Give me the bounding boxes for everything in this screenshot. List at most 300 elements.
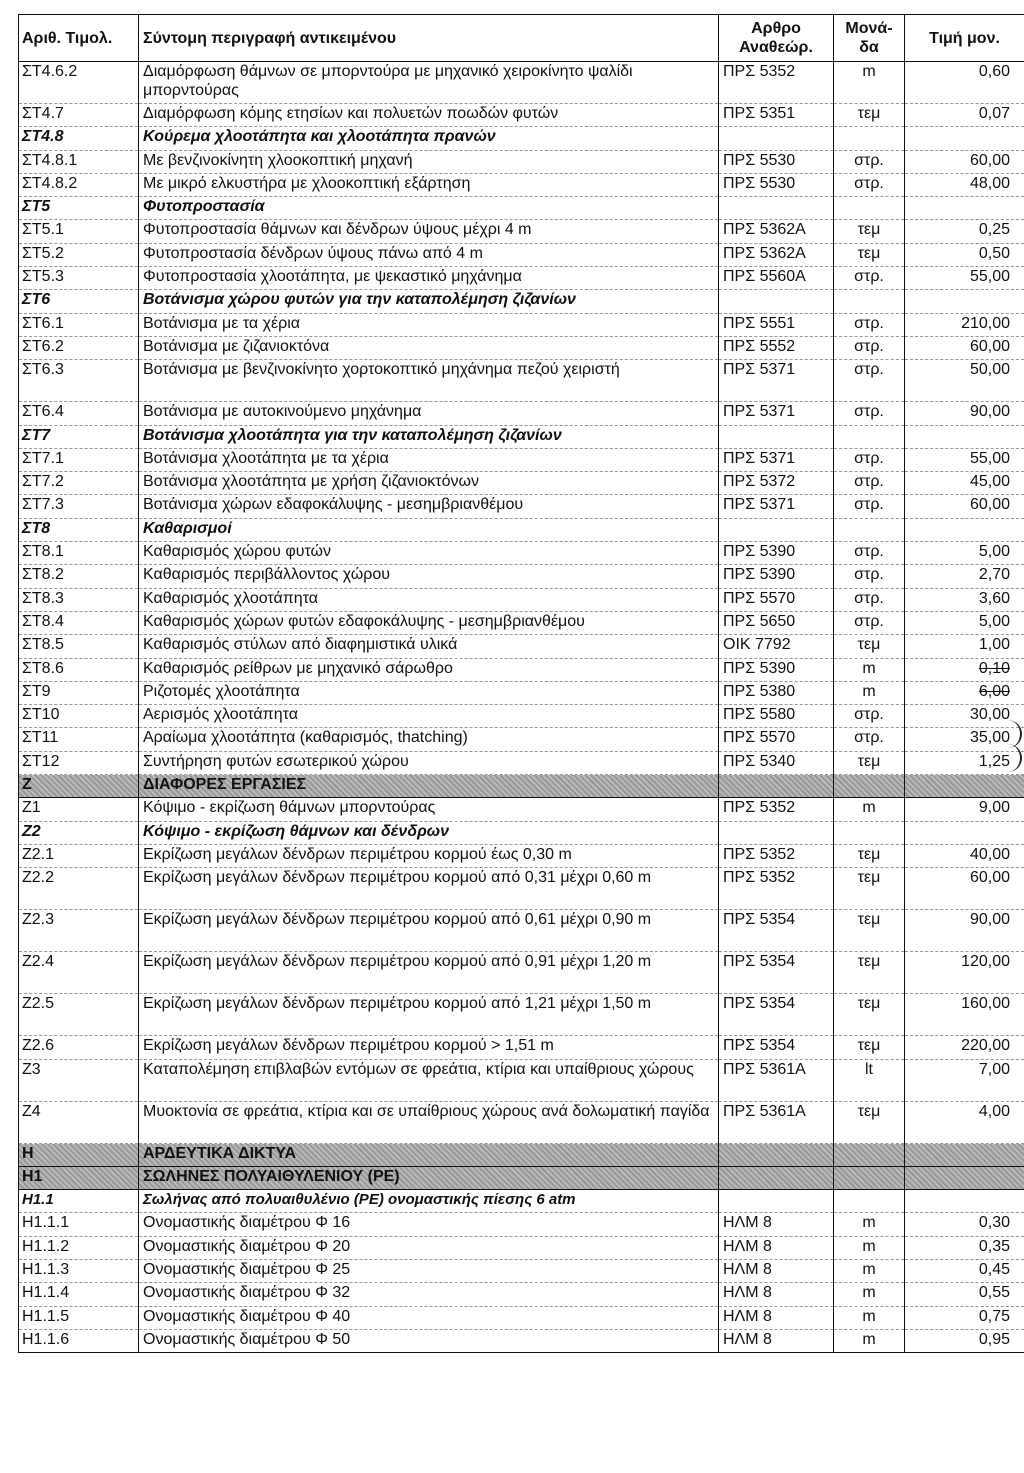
cell-code: Η1.1.3 [19, 1259, 139, 1282]
cell-unit: στρ. [834, 360, 905, 402]
table-row [19, 705, 1024, 728]
cell-unit: τεμ [834, 868, 905, 910]
header-price: Τιμή μον. [905, 15, 1024, 62]
cell-price: 90,00 [905, 910, 1024, 952]
cell-article: ΗΛΜ 8 [719, 1236, 834, 1259]
cell-article: ΠΡΣ 5352 [719, 62, 834, 104]
cell-code: ΣΤ7 [19, 425, 139, 448]
cell-price: 55,00 [905, 448, 1024, 471]
cell-desc: Ονομαστικής διαμέτρου Φ 25 [139, 1259, 719, 1282]
cell-code: ΣΤ6 [19, 290, 139, 313]
table-row [19, 910, 1024, 952]
cell-desc: Συντήρηση φυτών εσωτερικού χώρου [139, 751, 719, 774]
cell-desc: Βοτάνισμα χλοοτάπητα με τα χέρια [139, 448, 719, 471]
cell-code: Ζ3 [19, 1059, 139, 1101]
cell-article [719, 518, 834, 541]
cell-desc: Διαμόρφωση κόμης ετησίων και πολυετών ποωδών φυτών [139, 104, 719, 127]
header-article [719, 15, 834, 62]
cell-article: ΠΡΣ 5352 [719, 798, 834, 821]
cell-price: 5,00 [905, 611, 1024, 634]
cell-article: ΠΡΣ 5371 [719, 448, 834, 471]
cell-desc: Βοτάνισμα με ζιζανιοκτόνα [139, 336, 719, 359]
cell-code: ΣΤ8 [19, 518, 139, 541]
cell-article: ΠΡΣ 5530 [719, 150, 834, 173]
cell-article: ΠΡΣ 5371 [719, 402, 834, 425]
cell-unit: στρ. [834, 267, 905, 290]
cell-desc: Φυτοπροστασία δένδρων ύψους πάνω από 4 m [139, 243, 719, 266]
cell-unit: στρ. [834, 336, 905, 359]
cell-code: ΣΤ10 [19, 705, 139, 728]
cell-unit [834, 127, 905, 150]
table-row [19, 1306, 1024, 1329]
struck-price: 6,00 [978, 682, 1010, 700]
cell-desc: Ονομαστικής διαμέτρου Φ 20 [139, 1236, 719, 1259]
cell-unit: στρ. [834, 402, 905, 425]
table-row [19, 1101, 1024, 1143]
cell-code: ΣΤ4.7 [19, 104, 139, 127]
cell-article: ΠΡΣ 5530 [719, 173, 834, 196]
cell-price: 210,00 [905, 313, 1024, 336]
cell-unit: τεμ [834, 1036, 905, 1059]
table-row [19, 360, 1024, 402]
cell-article [719, 1190, 834, 1213]
cell-price: 45,00 [905, 472, 1024, 495]
table-row [19, 588, 1024, 611]
cell-article: ΠΡΣ 5390 [719, 542, 834, 565]
table-row [19, 150, 1024, 173]
cell-desc: Μυοκτονία σε φρεάτια, κτίρια και σε υπαίθριους χώρους ανά δολωματική παγίδα [139, 1101, 719, 1143]
table-row [19, 1190, 1024, 1213]
cell-code: ΣΤ5.2 [19, 243, 139, 266]
cell-price [905, 518, 1024, 541]
header-unit-line1: Μονά- [845, 20, 893, 37]
cell-code: ΣΤ8.3 [19, 588, 139, 611]
table-row [19, 220, 1024, 243]
cell-article: ΠΡΣ 5340 [719, 751, 834, 774]
cell-article: ΠΡΣ 5351 [719, 104, 834, 127]
cell-price: 0,07 [905, 104, 1024, 127]
cell-code: Ζ2 [19, 821, 139, 844]
table-row [19, 336, 1024, 359]
cell-unit: m [834, 658, 905, 681]
cell-desc: Καθαρισμός χώρου φυτών [139, 542, 719, 565]
cell-desc: Εκρίζωση μεγάλων δένδρων περιμέτρου κορμού από 0,61 μέχρι 0,90 m [139, 910, 719, 952]
cell-desc: ΣΩΛΗΝΕΣ ΠΟΛΥΑΙΘΥΛΕΝΙΟΥ (PE) [139, 1166, 719, 1189]
price-list-sheet [18, 14, 1024, 1353]
table-row [19, 290, 1024, 313]
cell-article: ΠΡΣ 5560Α [719, 267, 834, 290]
cell-price: 0,55 [905, 1283, 1024, 1306]
cell-unit: τεμ [834, 243, 905, 266]
cell-unit: m [834, 1213, 905, 1236]
cell-code: ΣΤ4.8 [19, 127, 139, 150]
cell-article: ΗΛΜ 8 [719, 1259, 834, 1282]
cell-code: ΣΤ6.4 [19, 402, 139, 425]
cell-desc: Διαμόρφωση θάμνων σε μπορντούρα με μηχανικό χειροκίνητο ψαλίδι μπορντούρας [139, 62, 719, 104]
cell-price: 9,00 [905, 798, 1024, 821]
cell-price: 0,60 [905, 62, 1024, 104]
cell-desc: Βοτάνισμα χώρου φυτών για την καταπολέμηση ζιζανίων [139, 290, 719, 313]
table-row [19, 611, 1024, 634]
cell-article: ΟΙΚ 7792 [719, 635, 834, 658]
cell-article [719, 127, 834, 150]
struck-price: 0,10 [978, 659, 1010, 677]
cell-unit: τεμ [834, 994, 905, 1036]
cell-desc: Φυτοπροστασία χλοοτάπητα, με ψεκαστικό μηχάνημα [139, 267, 719, 290]
cell-code: Η1.1.5 [19, 1306, 139, 1329]
header-article-line2: Αναθεώρ. [739, 39, 813, 56]
cell-price [905, 290, 1024, 313]
cell-unit: m [834, 681, 905, 704]
table-row [19, 62, 1024, 104]
table-row [19, 1236, 1024, 1259]
table-row [19, 728, 1024, 751]
cell-unit [834, 1143, 905, 1166]
cell-article: ΠΡΣ 5380 [719, 681, 834, 704]
cell-code: ΣΤ4.8.2 [19, 173, 139, 196]
cell-code: Ζ1 [19, 798, 139, 821]
table-row [19, 635, 1024, 658]
cell-article: ΠΡΣ 5361Α [719, 1101, 834, 1143]
table-row [19, 267, 1024, 290]
table-row [19, 1259, 1024, 1282]
cell-desc: Βοτάνισμα χλοοτάπητα με χρήση ζιζανιοκτόνων [139, 472, 719, 495]
cell-article: ΠΡΣ 5580 [719, 705, 834, 728]
cell-unit: στρ. [834, 588, 905, 611]
cell-unit: m [834, 1236, 905, 1259]
cell-article: ΠΡΣ 5371 [719, 495, 834, 518]
cell-article [719, 197, 834, 220]
cell-unit: τεμ [834, 910, 905, 952]
cell-unit: στρ. [834, 705, 905, 728]
cell-code: Ζ2.1 [19, 844, 139, 867]
table-row [19, 542, 1024, 565]
cell-article: ΠΡΣ 5372 [719, 472, 834, 495]
cell-article: ΠΡΣ 5551 [719, 313, 834, 336]
cell-desc: Καθαρισμός στύλων από διαφημιστικά υλικά [139, 635, 719, 658]
cell-code: ΣΤ4.6.2 [19, 62, 139, 104]
cell-code: Ζ2.6 [19, 1036, 139, 1059]
cell-desc: Ονομαστικής διαμέτρου Φ 40 [139, 1306, 719, 1329]
cell-price: 55,00 [905, 267, 1024, 290]
cell-code: ΣΤ6.2 [19, 336, 139, 359]
cell-article: ΗΛΜ 8 [719, 1283, 834, 1306]
table-row [19, 448, 1024, 471]
cell-unit: στρ. [834, 728, 905, 751]
cell-unit: τεμ [834, 844, 905, 867]
cell-article [719, 290, 834, 313]
table-row [19, 127, 1024, 150]
table-row [19, 1213, 1024, 1236]
cell-desc: Εκρίζωση μεγάλων δένδρων περιμέτρου κορμού > 1,51 m [139, 1036, 719, 1059]
table-row [19, 821, 1024, 844]
cell-unit [834, 425, 905, 448]
cell-desc: Εκρίζωση μεγάλων δένδρων περιμέτρου κορμού από 0,31 μέχρι 0,60 m [139, 868, 719, 910]
cell-desc: ΔΙΑΦΟΡΕΣ ΕΡΓΑΣΙΕΣ [139, 775, 719, 798]
cell-article: ΠΡΣ 5361Α [719, 1059, 834, 1101]
cell-code: ΣΤ9 [19, 681, 139, 704]
cell-desc: Φυτοπροστασία [139, 197, 719, 220]
table-row [19, 197, 1024, 220]
price-table [18, 14, 1024, 1353]
cell-price: 48,00 [905, 173, 1024, 196]
cell-unit [834, 821, 905, 844]
cell-price: 0,75 [905, 1306, 1024, 1329]
cell-unit: m [834, 62, 905, 104]
cell-article: ΠΡΣ 5552 [719, 336, 834, 359]
cell-price [905, 1143, 1024, 1166]
cell-unit: στρ. [834, 472, 905, 495]
cell-price: 30,00 [905, 705, 1024, 728]
cell-unit: στρ. [834, 313, 905, 336]
cell-desc: Καθαρισμός χλοοτάπητα [139, 588, 719, 611]
header-article-line1: Αρθρο [751, 20, 801, 37]
cell-desc: Αραίωμα χλοοτάπητα (καθαρισμός, thatching) [139, 728, 719, 751]
table-row [19, 1143, 1024, 1166]
cell-article: ΠΡΣ 5354 [719, 952, 834, 994]
table-row [19, 565, 1024, 588]
cell-desc: Καθαρισμός ρείθρων με μηχανικό σάρωθρο [139, 658, 719, 681]
table-row [19, 994, 1024, 1036]
cell-unit: τεμ [834, 635, 905, 658]
cell-price [905, 425, 1024, 448]
cell-article: ΠΡΣ 5352 [719, 844, 834, 867]
cell-article: ΠΡΣ 5390 [719, 658, 834, 681]
cell-code: ΣΤ8.2 [19, 565, 139, 588]
cell-article: ΠΡΣ 5352 [719, 868, 834, 910]
cell-unit: m [834, 1283, 905, 1306]
cell-code: Ζ2.5 [19, 994, 139, 1036]
cell-desc: Βοτάνισμα χλοοτάπητα για την καταπολέμηση ζιζανίων [139, 425, 719, 448]
cell-price: 0,35 [905, 1236, 1024, 1259]
cell-unit [834, 1166, 905, 1189]
cell-article [719, 1166, 834, 1189]
cell-price: 5,00 [905, 542, 1024, 565]
cell-price: 50,00 [905, 360, 1024, 402]
table-row [19, 313, 1024, 336]
header-code: Αριθ. Τιμολ. [19, 15, 139, 62]
table-row [19, 173, 1024, 196]
cell-code: ΣΤ6.1 [19, 313, 139, 336]
cell-price: 0,95 [905, 1329, 1024, 1352]
cell-desc: Ριζοτομές χλοοτάπητα [139, 681, 719, 704]
cell-unit [834, 290, 905, 313]
cell-code: Η1.1.2 [19, 1236, 139, 1259]
cell-price: 90,00 [905, 402, 1024, 425]
cell-article: ΗΛΜ 8 [719, 1306, 834, 1329]
cell-desc: Φυτοπροστασία θάμνων και δένδρων ύψους μέχρι 4 m [139, 220, 719, 243]
cell-desc: ΑΡΔΕΥΤΙΚΑ ΔΙΚΤΥΑ [139, 1143, 719, 1166]
cell-unit: στρ. [834, 565, 905, 588]
cell-unit: στρ. [834, 611, 905, 634]
cell-code: Η1.1.6 [19, 1329, 139, 1352]
cell-article: ΠΡΣ 5390 [719, 565, 834, 588]
table-row [19, 425, 1024, 448]
cell-desc: Καθαρισμοί [139, 518, 719, 541]
cell-code: ΣΤ8.4 [19, 611, 139, 634]
cell-code: ΣΤ12 [19, 751, 139, 774]
cell-unit: στρ. [834, 173, 905, 196]
cell-price: 7,00 [905, 1059, 1024, 1101]
cell-price: 120,00 [905, 952, 1024, 994]
cell-article: ΠΡΣ 5650 [719, 611, 834, 634]
cell-code: Η1.1.4 [19, 1283, 139, 1306]
cell-code: ΣΤ5 [19, 197, 139, 220]
cell-price: 40,00 [905, 844, 1024, 867]
cell-unit: τεμ [834, 1101, 905, 1143]
cell-price [905, 1190, 1024, 1213]
cell-price: 3,60 [905, 588, 1024, 611]
table-row [19, 243, 1024, 266]
table-row [19, 658, 1024, 681]
cell-article: ΠΡΣ 5354 [719, 910, 834, 952]
cell-article: ΠΡΣ 5570 [719, 588, 834, 611]
cell-unit: στρ. [834, 495, 905, 518]
table-row [19, 495, 1024, 518]
cell-desc: Αερισμός χλοοτάπητα [139, 705, 719, 728]
table-row [19, 775, 1024, 798]
cell-unit: τεμ [834, 104, 905, 127]
cell-price: 1,25 [905, 751, 1024, 774]
cell-code: ΣΤ7.3 [19, 495, 139, 518]
cell-desc: Με βενζινοκίνητη χλοοκοπτική μηχανή [139, 150, 719, 173]
cell-desc: Καθαρισμός χώρων φυτών εδαφοκάλυψης - μεσημβριανθέμου [139, 611, 719, 634]
cell-price: 2,70 [905, 565, 1024, 588]
cell-price [905, 197, 1024, 220]
cell-article: ΠΡΣ 5354 [719, 994, 834, 1036]
cell-article: ΠΡΣ 5362Α [719, 243, 834, 266]
cell-code: ΣΤ7.2 [19, 472, 139, 495]
cell-price [905, 681, 1024, 704]
cell-code: Ζ2.3 [19, 910, 139, 952]
cell-unit: στρ. [834, 542, 905, 565]
cell-price: 0,45 [905, 1259, 1024, 1282]
cell-desc: Με μικρό ελκυστήρα με χλοοκοπτική εξάρτηση [139, 173, 719, 196]
cell-article: ΠΡΣ 5354 [719, 1036, 834, 1059]
cell-code: Ζ [19, 775, 139, 798]
table-row [19, 402, 1024, 425]
cell-price: 60,00 [905, 868, 1024, 910]
cell-code: ΣΤ7.1 [19, 448, 139, 471]
cell-desc: Ονομαστικής διαμέτρου Φ 32 [139, 1283, 719, 1306]
table-row [19, 844, 1024, 867]
cell-unit: τεμ [834, 952, 905, 994]
cell-unit: τεμ [834, 220, 905, 243]
cell-article [719, 775, 834, 798]
cell-price: 0,25 [905, 220, 1024, 243]
cell-code: ΣΤ11 [19, 728, 139, 751]
cell-code: ΣΤ8.1 [19, 542, 139, 565]
table-row [19, 104, 1024, 127]
cell-price: 35,00 [905, 728, 1024, 751]
cell-unit: τεμ [834, 751, 905, 774]
cell-price: 1,00 [905, 635, 1024, 658]
cell-desc: Βοτάνισμα με τα χέρια [139, 313, 719, 336]
cell-desc: Βοτάνισμα με βενζινοκίνητο χορτοκοπτικό μηχάνημα πεζού χειριστή [139, 360, 719, 402]
table-row [19, 751, 1024, 774]
cell-unit: lt [834, 1059, 905, 1101]
cell-price: 4,00 [905, 1101, 1024, 1143]
cell-code: Η1.1.1 [19, 1213, 139, 1236]
cell-price: 60,00 [905, 336, 1024, 359]
cell-code: ΣΤ5.1 [19, 220, 139, 243]
cell-article: ΗΛΜ 8 [719, 1213, 834, 1236]
header-unit-line2: δα [859, 39, 879, 56]
cell-article: ΠΡΣ 5371 [719, 360, 834, 402]
cell-code: ΣΤ5.3 [19, 267, 139, 290]
cell-price [905, 1166, 1024, 1189]
cell-unit: m [834, 798, 905, 821]
table-row [19, 1329, 1024, 1352]
cell-price: 60,00 [905, 495, 1024, 518]
table-row [19, 518, 1024, 541]
cell-price: 0,50 [905, 243, 1024, 266]
cell-price: 160,00 [905, 994, 1024, 1036]
cell-article: ΠΡΣ 5570 [719, 728, 834, 751]
cell-code: Η [19, 1143, 139, 1166]
cell-desc: Κόψιμο - εκρίζωση θάμνων και δένδρων [139, 821, 719, 844]
cell-price [905, 127, 1024, 150]
cell-code: Ζ2.4 [19, 952, 139, 994]
table-body [19, 62, 1024, 1353]
table-row [19, 472, 1024, 495]
table-row [19, 681, 1024, 704]
cell-desc: Βοτάνισμα χώρων εδαφοκάλυψης - μεσημβριανθέμου [139, 495, 719, 518]
cell-unit [834, 1190, 905, 1213]
cell-unit: m [834, 1306, 905, 1329]
table-header [19, 15, 1024, 62]
table-row [19, 1036, 1024, 1059]
header-description: Σύντομη περιγραφή αντικειμένου [139, 15, 719, 62]
table-row [19, 1059, 1024, 1101]
cell-price: 60,00 [905, 150, 1024, 173]
cell-desc: Κόψιμο - εκρίζωση θάμνων μπορντούρας [139, 798, 719, 821]
cell-code: ΣΤ8.6 [19, 658, 139, 681]
cell-code: Η1 [19, 1166, 139, 1189]
table-row [19, 1283, 1024, 1306]
table-row [19, 952, 1024, 994]
cell-article: ΠΡΣ 5362Α [719, 220, 834, 243]
cell-unit: στρ. [834, 150, 905, 173]
cell-desc: Καθαρισμός περιβάλλοντος χώρου [139, 565, 719, 588]
cell-code: ΣΤ6.3 [19, 360, 139, 402]
cell-code: ΣΤ4.8.1 [19, 150, 139, 173]
cell-price [905, 775, 1024, 798]
cell-unit: στρ. [834, 448, 905, 471]
table-row [19, 798, 1024, 821]
cell-code: Ζ4 [19, 1101, 139, 1143]
table-row [19, 868, 1024, 910]
cell-desc: Βοτάνισμα με αυτοκινούμενο μηχάνημα [139, 402, 719, 425]
cell-desc: Ονομαστικής διαμέτρου Φ 50 [139, 1329, 719, 1352]
table-row [19, 1166, 1024, 1189]
cell-unit [834, 775, 905, 798]
cell-unit [834, 518, 905, 541]
cell-unit: m [834, 1329, 905, 1352]
cell-unit: m [834, 1259, 905, 1282]
cell-article [719, 1143, 834, 1166]
cell-desc: Κούρεμα χλοοτάπητα και χλοοτάπητα πρανών [139, 127, 719, 150]
cell-unit [834, 197, 905, 220]
cell-desc: Σωλήνας από πολυαιθυλένιο (PE) ονομαστικής πίεσης 6 atm [139, 1190, 719, 1213]
cell-desc: Ονομαστικής διαμέτρου Φ 16 [139, 1213, 719, 1236]
cell-price: 0,30 [905, 1213, 1024, 1236]
cell-desc: Καταπολέμηση επιβλαβών εντόμων σε φρεάτια, κτίρια και υπαίθριους χώρους [139, 1059, 719, 1101]
cell-price [905, 821, 1024, 844]
cell-desc: Εκρίζωση μεγάλων δένδρων περιμέτρου κορμού από 0,91 μέχρι 1,20 m [139, 952, 719, 994]
cell-desc: Εκρίζωση μεγάλων δένδρων περιμέτρου κορμού έως 0,30 m [139, 844, 719, 867]
cell-article [719, 821, 834, 844]
